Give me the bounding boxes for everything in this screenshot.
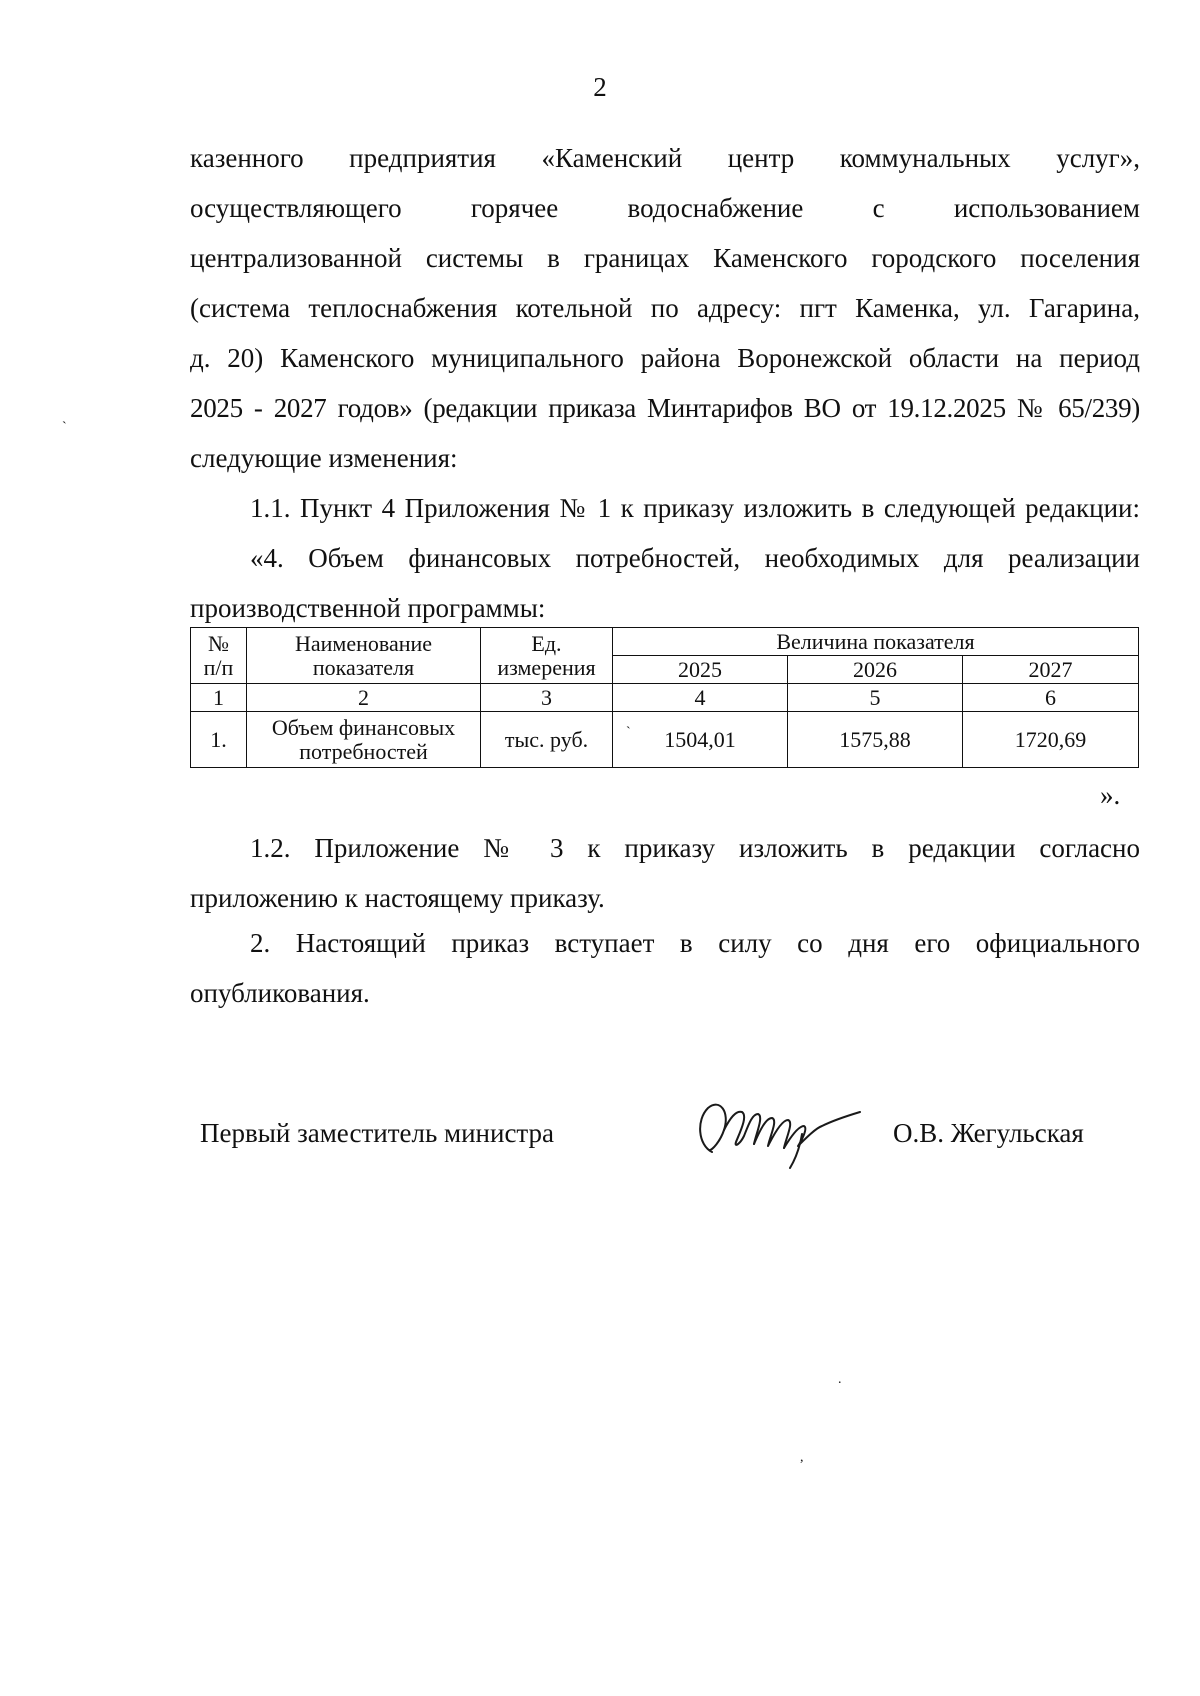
scan-mark: ` xyxy=(626,725,631,740)
document-body xyxy=(190,133,1140,633)
row-num: 1. xyxy=(191,712,247,768)
header-year: 2027 xyxy=(963,656,1139,684)
scan-mark: ` xyxy=(62,420,67,435)
document-body-continued xyxy=(190,823,1140,1018)
header-unit-l2: измерения xyxy=(497,654,596,680)
row-name xyxy=(247,712,481,768)
page-number: 2 xyxy=(593,72,607,102)
header-num-l2: п/п xyxy=(203,654,234,680)
row-name-l2: потребностей xyxy=(299,738,428,764)
financial-needs-table-wrap xyxy=(190,627,1139,768)
signatory-name: О.В. Жегульская xyxy=(893,1118,1084,1148)
paragraph1-line: централизованной системы в границах Каменского городского поселения xyxy=(190,243,1140,273)
row-value-2027: 1720,69 xyxy=(963,712,1139,768)
item-1-2-line: приложению к настоящему приказу. xyxy=(190,883,605,913)
paragraph1-line: казенного предприятия «Каменский центр коммунальных услуг», xyxy=(190,143,1140,173)
header-year: 2025 xyxy=(613,656,788,684)
scan-mark: , xyxy=(800,1450,804,1465)
item-2-line: опубликования. xyxy=(190,978,370,1008)
paragraph1-line: следующие изменения: xyxy=(190,443,458,473)
row-value-2025: 1504,01 xyxy=(613,712,788,768)
header-num-l1: № xyxy=(208,630,229,656)
index-cell: 4 xyxy=(613,684,788,712)
closing-quote: ». xyxy=(1100,780,1121,810)
handwritten-signature xyxy=(690,1090,870,1170)
item-1-2-line: 1.2. Приложение № 3 к приказу изложить в редакции согласно xyxy=(250,833,1140,863)
header-year: 2026 xyxy=(788,656,963,684)
index-cell: 2 xyxy=(247,684,481,712)
row-name-l1: Объем финансовых xyxy=(271,714,456,740)
financial-needs-table xyxy=(190,627,1139,768)
header-unit-l1: Ед. xyxy=(531,630,562,656)
header-name-l2: показателя xyxy=(312,654,415,680)
paragraph1-line: осуществляющего горячее водоснабжение с использованием xyxy=(190,193,1140,223)
index-cell: 3 xyxy=(481,684,613,712)
paragraph1-line: (система теплоснабжения котельной по адресу: пгт Каменка, ул. Гагарина, xyxy=(190,293,1140,323)
row-unit: тыс. руб. xyxy=(481,712,613,768)
header-name-l1: Наименование xyxy=(294,630,433,656)
header-value-group: Величина показателя xyxy=(613,628,1139,656)
scan-mark: . xyxy=(838,1372,842,1387)
item-1-1: 1.1. Пункт 4 Приложения № 1 к приказу изложить в следующей редакции: xyxy=(250,493,1140,523)
table-row xyxy=(191,712,1139,768)
quote-line: производственной программы: xyxy=(190,593,546,623)
paragraph1-line: д. 20) Каменского муниципального района Воронежской области на период xyxy=(190,343,1140,373)
item-2-line: 2. Настоящий приказ вступает в силу со дня его официального xyxy=(250,928,1140,958)
signatory-title: Первый заместитель министра xyxy=(200,1118,555,1148)
row-value-2026: 1575,88 xyxy=(788,712,963,768)
index-cell: 5 xyxy=(788,684,963,712)
index-cell: 1 xyxy=(191,684,247,712)
index-cell: 6 xyxy=(963,684,1139,712)
paragraph1-line: 2025 - 2027 годов» (редакции приказа Минтарифов ВО от 19.12.2025 № 65/239) xyxy=(190,393,1140,423)
header-unit xyxy=(481,628,613,684)
header-num xyxy=(191,628,247,684)
quote-line: «4. Объем финансовых потребностей, необходимых для реализации xyxy=(250,543,1140,573)
header-name xyxy=(247,628,481,684)
